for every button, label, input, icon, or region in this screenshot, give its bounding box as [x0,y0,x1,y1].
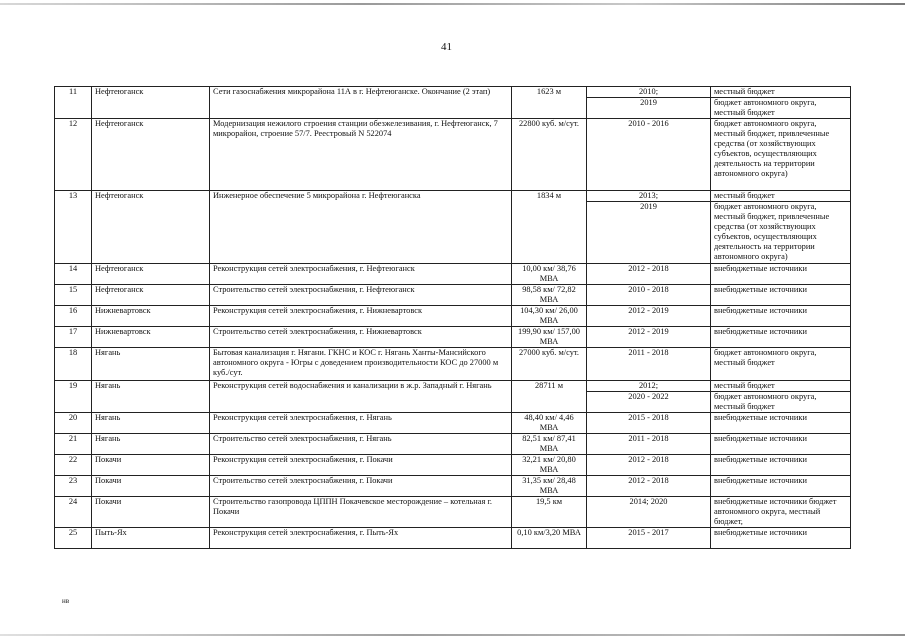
period-cell: 2013; [587,191,711,202]
footer-mark: нв [62,597,70,605]
table-row [55,348,851,381]
object-name-cell: Реконструкция сетей водоснабжения и канализации в ж.р. Западный г. Нягань [210,381,512,413]
row-number: 13 [55,191,92,264]
municipality-cell: Нефтеюганск [92,191,210,264]
scan-edge-bottom [0,634,905,636]
municipality-cell: Нижневартовск [92,327,210,348]
period-cell: 2011 - 2018 [587,348,711,381]
funding-source-cell: внебюджетные источники [711,476,851,497]
row-number: 23 [55,476,92,497]
period-cell: 2012 - 2019 [587,306,711,327]
row-number: 18 [55,348,92,381]
municipality-cell: Пыть-Ях [92,528,210,549]
page-number: 41 [441,41,452,53]
table-row [55,528,851,549]
capacity-cell: 10,00 км/ 38,76 МВА [512,264,587,285]
municipality-cell: Нефтеюганск [92,87,210,119]
capacity-cell: 22800 куб. м/сут. [512,119,587,191]
capacity-cell: 19,5 км [512,497,587,528]
object-name-cell: Реконструкция сетей электроснабжения, г. Нефтеюганск [210,264,512,285]
period-cell: 2012 - 2018 [587,476,711,497]
municipality-cell: Нижневартовск [92,306,210,327]
object-name-cell: Реконструкция сетей электроснабжения, г. Пыть-Ях [210,528,512,549]
municipality-cell: Покачи [92,497,210,528]
row-number: 16 [55,306,92,327]
period-cell: 2015 - 2018 [587,413,711,434]
municipality-cell: Нефтеюганск [92,119,210,191]
object-name-cell: Строительство сетей электроснабжения, г. Нягань [210,434,512,455]
object-name-cell: Реконструкция сетей электроснабжения, г. Нижневартовск [210,306,512,327]
table-row [55,327,851,348]
table-row [55,87,851,98]
row-number: 22 [55,455,92,476]
table-row [55,497,851,528]
capacity-cell: 1623 м [512,87,587,119]
row-number: 14 [55,264,92,285]
funding-source-cell: внебюджетные источники бюджет автономного округа, местный бюджет, [711,497,851,528]
scan-edge-top [0,3,905,5]
row-number: 20 [55,413,92,434]
period-cell: 2010 - 2016 [587,119,711,191]
object-name-cell: Реконструкция сетей электроснабжения, г. Нягань [210,413,512,434]
object-name-cell: Строительство сетей электроснабжения, г. Нижневартовск [210,327,512,348]
object-name-cell: Строительство газопровода ЦППН Покачевское месторождение – котельная г. Покачи [210,497,512,528]
period-cell: 2012; [587,381,711,392]
table-row [55,285,851,306]
object-name-cell: Реконструкция сетей электроснабжения, г. Покачи [210,455,512,476]
period-cell: 2012 - 2018 [587,264,711,285]
table-row [55,381,851,392]
funding-source-cell: внебюджетные источники [711,528,851,549]
capacity-cell: 27000 куб. м/сут. [512,348,587,381]
object-name-cell: Сети газоснабжения микрорайона 11А в г. Нефтеюганске. Окончание (2 этап) [210,87,512,119]
table-row [55,434,851,455]
municipality-cell: Нефтеюганск [92,285,210,306]
funding-source-cell: внебюджетные источники [711,413,851,434]
row-number: 15 [55,285,92,306]
row-number: 24 [55,497,92,528]
period-cell: 2020 - 2022 [587,392,711,413]
row-number: 21 [55,434,92,455]
capacity-cell: 32,21 км/ 20,80 МВА [512,455,587,476]
capacity-cell: 28711 м [512,381,587,413]
capacity-cell: 82,51 км/ 87,41 МВА [512,434,587,455]
table-row [55,413,851,434]
table-row [55,264,851,285]
municipality-cell: Покачи [92,455,210,476]
period-cell: 2010 - 2018 [587,285,711,306]
row-number: 17 [55,327,92,348]
capacity-cell: 104,30 км/ 26,00 МВА [512,306,587,327]
row-number: 12 [55,119,92,191]
object-name-cell: Строительство сетей электроснабжения, г. Нефтеюганск [210,285,512,306]
capacity-cell: 98,58 км/ 72,82 МВА [512,285,587,306]
funding-source-cell: местный бюджет [711,381,851,392]
municipality-cell: Нефтеюганск [92,264,210,285]
funding-source-cell: бюджет автономного округа, местный бюджет [711,392,851,413]
period-cell: 2012 - 2018 [587,455,711,476]
period-cell: 2010; [587,87,711,98]
municipality-cell: Нягань [92,348,210,381]
municipality-cell: Нягань [92,434,210,455]
object-name-cell: Бытовая канализация г. Нягани. ГКНС и КОС г. Нягань Ханты-Мансийского автономного округа - Югры с доведением производительности КОС до 27000 м куб./сут. [210,348,512,381]
table-row [55,476,851,497]
period-cell: 2014; 2020 [587,497,711,528]
table-row [55,455,851,476]
funding-source-cell: бюджет автономного округа, местный бюджет, привлеченные средства (от хозяйствующих субъектов, осуществляющих деятельность на территории автономного округа) [711,202,851,264]
municipality-cell: Нягань [92,381,210,413]
municipality-cell: Нягань [92,413,210,434]
funding-source-cell: местный бюджет [711,87,851,98]
funding-source-cell: внебюджетные источники [711,434,851,455]
capacity-cell: 48,40 км/ 4,46 МВА [512,413,587,434]
table-row [55,119,851,191]
period-cell: 2015 - 2017 [587,528,711,549]
capacity-cell: 0,10 км/3,20 МВА [512,528,587,549]
municipality-cell: Покачи [92,476,210,497]
capacity-cell: 31,35 км/ 28,48 МВА [512,476,587,497]
period-cell: 2011 - 2018 [587,434,711,455]
funding-source-cell: внебюджетные источники [711,327,851,348]
capacity-cell: 199,90 км/ 157,00 МВА [512,327,587,348]
funding-source-cell: бюджет автономного округа, местный бюджет [711,348,851,381]
funding-source-cell: бюджет автономного округа, местный бюджет, привлеченные средства (от хозяйствующих субъектов, осуществляющих деятельность на территории автономного округа) [711,119,851,191]
funding-source-cell: местный бюджет [711,191,851,202]
investment-projects-table [54,86,851,549]
period-cell: 2019 [587,202,711,264]
row-number: 11 [55,87,92,119]
funding-source-cell: внебюджетные источники [711,264,851,285]
capacity-cell: 1834 м [512,191,587,264]
object-name-cell: Инженерное обеспечение 5 микрорайона г. Нефтеюганска [210,191,512,264]
funding-source-cell: внебюджетные источники [711,306,851,327]
row-number: 25 [55,528,92,549]
funding-source-cell: бюджет автономного округа, местный бюджет [711,98,851,119]
table-row [55,306,851,327]
funding-source-cell: внебюджетные источники [711,455,851,476]
period-cell: 2012 - 2019 [587,327,711,348]
row-number: 19 [55,381,92,413]
funding-source-cell: внебюджетные источники [711,285,851,306]
table-row [55,191,851,202]
period-cell: 2019 [587,98,711,119]
object-name-cell: Модернизация нежилого строения станции обезжелезивания, г. Нефтеюганск, 7 микрорайон, строение 57/7. Реестровый N 522074 [210,119,512,191]
object-name-cell: Строительство сетей электроснабжения, г. Покачи [210,476,512,497]
